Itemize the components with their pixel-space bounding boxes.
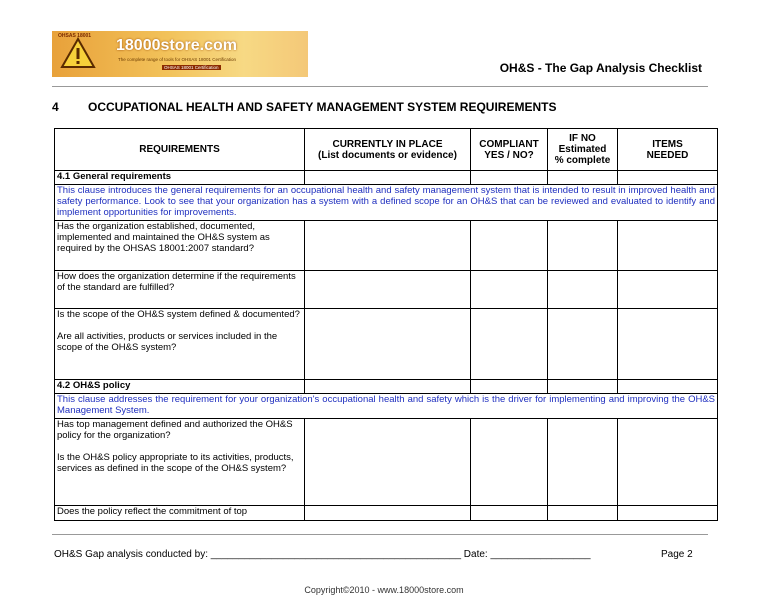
percent-complete-cell[interactable]	[548, 419, 618, 506]
header-ifno-line3: % complete	[554, 155, 611, 166]
blank-cell	[618, 171, 718, 185]
header-items-line2: NEEDED	[646, 149, 689, 161]
header-compliant-line1: COMPLIANT	[479, 138, 539, 150]
percent-complete-cell[interactable]	[548, 309, 618, 380]
items-needed-cell[interactable]	[618, 506, 718, 521]
header-requirements: REQUIREMENTS	[55, 129, 305, 171]
compliant-cell[interactable]	[471, 506, 548, 521]
header-ifno-line2: Estimated	[558, 144, 607, 155]
section-title: OCCUPATIONAL HEALTH AND SAFETY MANAGEMENT SYSTEM REQUIREMENTS	[88, 100, 557, 114]
compliant-cell[interactable]	[471, 309, 548, 380]
question-text: Has the organization established, documented, implemented and maintained the OH&S system as required by the OHSAS 18001:2007 standard?	[57, 221, 270, 254]
question-text: How does the organization determine if the requirements of the standard are fulfilled?	[57, 271, 296, 293]
compliant-cell[interactable]	[471, 271, 548, 309]
section-heading: 4.1 General requirements	[55, 171, 305, 185]
blank-cell	[305, 380, 471, 394]
blank-cell	[548, 171, 618, 185]
question-cell	[55, 419, 305, 506]
items-needed-cell[interactable]	[618, 271, 718, 309]
currently-in-place-cell[interactable]	[305, 309, 471, 380]
blank-cell	[548, 380, 618, 394]
footer-divider	[52, 534, 708, 535]
company-logo	[52, 31, 308, 77]
percent-complete-cell[interactable]	[548, 221, 618, 271]
header-items-needed	[618, 129, 718, 171]
percent-complete-cell[interactable]	[548, 506, 618, 521]
blank-cell	[471, 171, 548, 185]
logo-badge: OHSAS 18001 Certification	[164, 65, 219, 70]
question-cell	[55, 221, 305, 271]
percent-complete-cell[interactable]	[548, 271, 618, 309]
question-text: Are all activities, products or services included in the scope of the OH&S system?	[57, 331, 278, 353]
section-heading: 4.2 OH&S policy	[55, 380, 305, 394]
header-compliant-line2: YES / NO?	[484, 149, 534, 161]
items-needed-cell[interactable]	[618, 221, 718, 271]
logo-tagline: The complete range of tools for OHSAS 18001 Certification	[118, 57, 237, 62]
warning-triangle-icon	[60, 35, 96, 71]
question-text: Is the OH&S policy appropriate to its activities, products, services as defined in the scope of the OH&S system?	[57, 452, 294, 474]
conducted-by-line: OH&S Gap analysis conducted by: _____________________________________________ Date: __________________	[54, 549, 591, 560]
question-text: Does the policy reflect the commitment of top	[57, 506, 248, 517]
header-currently-line1: CURRENTLY IN PLACE	[332, 138, 443, 150]
question-cell	[55, 309, 305, 380]
header-items-line1: ITEMS	[652, 138, 683, 150]
items-needed-cell[interactable]	[618, 419, 718, 506]
question-cell	[55, 271, 305, 309]
question-cell	[55, 506, 305, 521]
blank-cell	[305, 171, 471, 185]
header-currently-in-place	[305, 129, 471, 171]
blank-cell	[618, 380, 718, 394]
header-compliant	[471, 129, 548, 171]
header-if-no	[548, 129, 618, 171]
header-currently-line2: (List documents or evidence)	[318, 149, 457, 161]
section-intro: This clause introduces the general requirements for an occupational health and safety management system that is intended to result in improved health and safety performance. Look to see that your organization has a system with a defined scope for an OH&S that can be reviewed and evaluated to identify and implement opportunities for improvements.	[55, 185, 718, 221]
blank-cell	[471, 380, 548, 394]
question-text: Is the scope of the OH&S system defined & documented?	[57, 309, 300, 320]
copyright: Copyright©2010 - www.18000store.com	[304, 585, 464, 595]
currently-in-place-cell[interactable]	[305, 221, 471, 271]
section-number: 4	[52, 100, 59, 114]
question-text: Has top management defined and authorized the OH&S policy for the organization?	[57, 419, 293, 441]
gap-analysis-table	[54, 128, 718, 521]
items-needed-cell[interactable]	[618, 309, 718, 380]
header-ifno-line1: IF NO	[569, 133, 596, 144]
header-divider	[52, 86, 708, 87]
currently-in-place-cell[interactable]	[305, 419, 471, 506]
page-number: Page 2	[661, 549, 693, 560]
compliant-cell[interactable]	[471, 221, 548, 271]
compliant-cell[interactable]	[471, 419, 548, 506]
logo-brand: 18000store.com	[116, 37, 237, 54]
document-title: OH&S - The Gap Analysis Checklist	[499, 61, 702, 75]
section-intro: This clause addresses the requirement for your organization's occupational health and safety which is the driver for implementing and improving the OH&S Management System.	[55, 394, 718, 419]
logo-tag: OHSAS 18001	[58, 33, 92, 39]
currently-in-place-cell[interactable]	[305, 506, 471, 521]
currently-in-place-cell[interactable]	[305, 271, 471, 309]
